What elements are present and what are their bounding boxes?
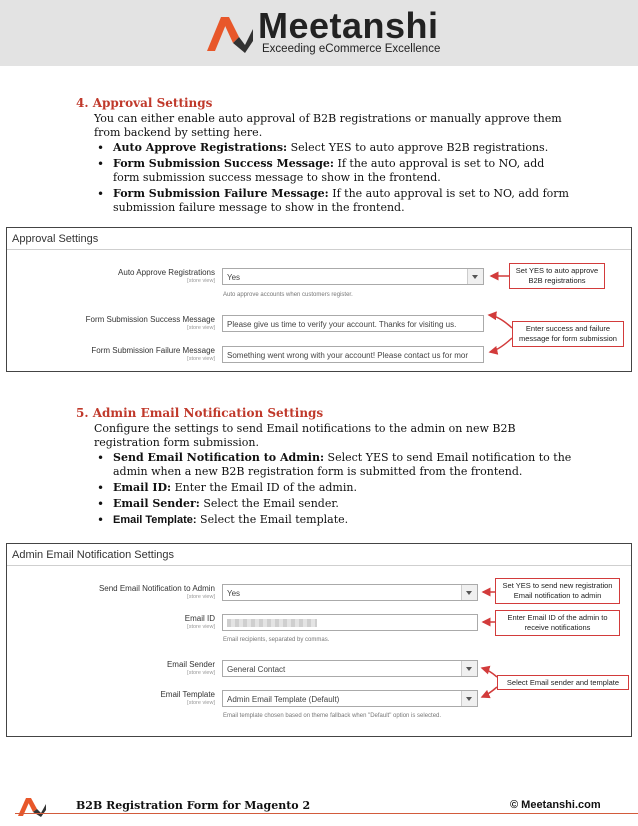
auto-approve-select[interactable]: Yes (222, 268, 484, 285)
section-4-bullets (94, 141, 574, 217)
email-sender-select[interactable]: General Contact (222, 660, 478, 677)
email-id-note: Email recipients, separated by commas. (223, 637, 330, 643)
callout-arrows-2 (7, 544, 631, 736)
email-id-label: Email ID (184, 614, 215, 623)
admin-email-settings-screenshot (6, 543, 632, 737)
callout-sender-template: Select Email sender and template (497, 675, 629, 690)
bullet-email-template: • Email Template: Select the Email template. (94, 513, 574, 527)
send-notification-scope: [store view] (187, 594, 215, 600)
email-template-note: Email template chosen based on theme fallback when "Default" option is selected. (223, 713, 442, 719)
callout-arrows (7, 228, 631, 371)
email-id-scope: [store view] (187, 624, 215, 630)
callout-auto-approve: Set YES to auto approve B2B registrations (509, 263, 605, 289)
approval-settings-screenshot (6, 227, 632, 372)
send-notification-label: Send Email Notification to Admin (98, 584, 215, 593)
callout-send-notification: Set YES to send new registration Email notification to admin (495, 578, 620, 604)
email-template-scope: [store view] (187, 700, 215, 706)
auto-approve-note: Auto approve accounts when customers register. (223, 292, 353, 298)
bullet-email-sender: • Email Sender: Select the Email sender. (94, 497, 574, 511)
failure-message-input[interactable]: Something went wrong with your account! Please contact us for mor (222, 346, 484, 363)
email-sender-scope: [store view] (187, 670, 215, 676)
email-sender-label: Email Sender (166, 660, 215, 669)
auto-approve-label: Auto Approve Registrations (118, 268, 215, 277)
auto-approve-scope: [store view] (187, 278, 215, 284)
bullet-email-id: • Email ID: Enter the Email ID of the admin. (94, 481, 574, 495)
admin-email-settings-heading: Admin Email Notification Settings (12, 549, 175, 561)
section-5-intro: Configure the settings to send Email notifications to the admin on new B2B registration form submission. (94, 422, 516, 449)
footer-document-title: B2B Registration Form for Magento 2 (76, 799, 311, 812)
failure-message-scope: [store view] (187, 356, 215, 362)
brand-name: Meetanshi (258, 5, 439, 46)
bullet-failure-message: • Form Submission Failure Message: If the auto approval is set to NO, add form submission failure message to show in the frontend. (94, 187, 574, 215)
page-footer (0, 793, 638, 826)
brand-tagline: Exceeding eCommerce Excellence (262, 43, 441, 55)
callout-email-id: Enter Email ID of the admin to receive notifications (495, 610, 620, 636)
success-message-input[interactable]: Please give us time to verify your account. Thanks for visiting us. (222, 315, 484, 332)
failure-message-label: Form Submission Failure Message (91, 346, 215, 355)
callout-messages: Enter success and failure message for form submission (512, 321, 624, 347)
send-notification-select[interactable]: Yes (222, 584, 478, 601)
section-4-title: 4. Approval Settings (76, 96, 213, 110)
section-5-bullets (94, 451, 574, 529)
page-header (0, 0, 638, 66)
success-message-label: Form Submission Success Message (85, 315, 215, 324)
bullet-auto-approve: • Auto Approve Registrations: Select YES to auto approve B2B registrations. (94, 141, 574, 155)
section-5-title: 5. Admin Email Notification Settings (76, 406, 324, 420)
email-template-label: Email Template (160, 690, 215, 699)
success-message-scope: [store view] (187, 325, 215, 331)
email-template-select[interactable]: Admin Email Template (Default) (222, 690, 478, 707)
approval-settings-heading: Approval Settings (12, 233, 99, 245)
bullet-send-notification: • Send Email Notification to Admin: Select YES to send Email notification to the admin when a new B2B registration form is submitted from the frontend. (94, 451, 574, 479)
footer-copyright: © Meetanshi.com (510, 799, 601, 811)
meetanshi-logo-icon (207, 11, 253, 53)
section-4-intro: You can either enable auto approval of B2B registrations or manually approve them from backend by setting here. (94, 112, 562, 139)
bullet-success-message: • Form Submission Success Message: If the auto approval is set to NO, add form submission success message to show in the frontend. (94, 157, 574, 185)
